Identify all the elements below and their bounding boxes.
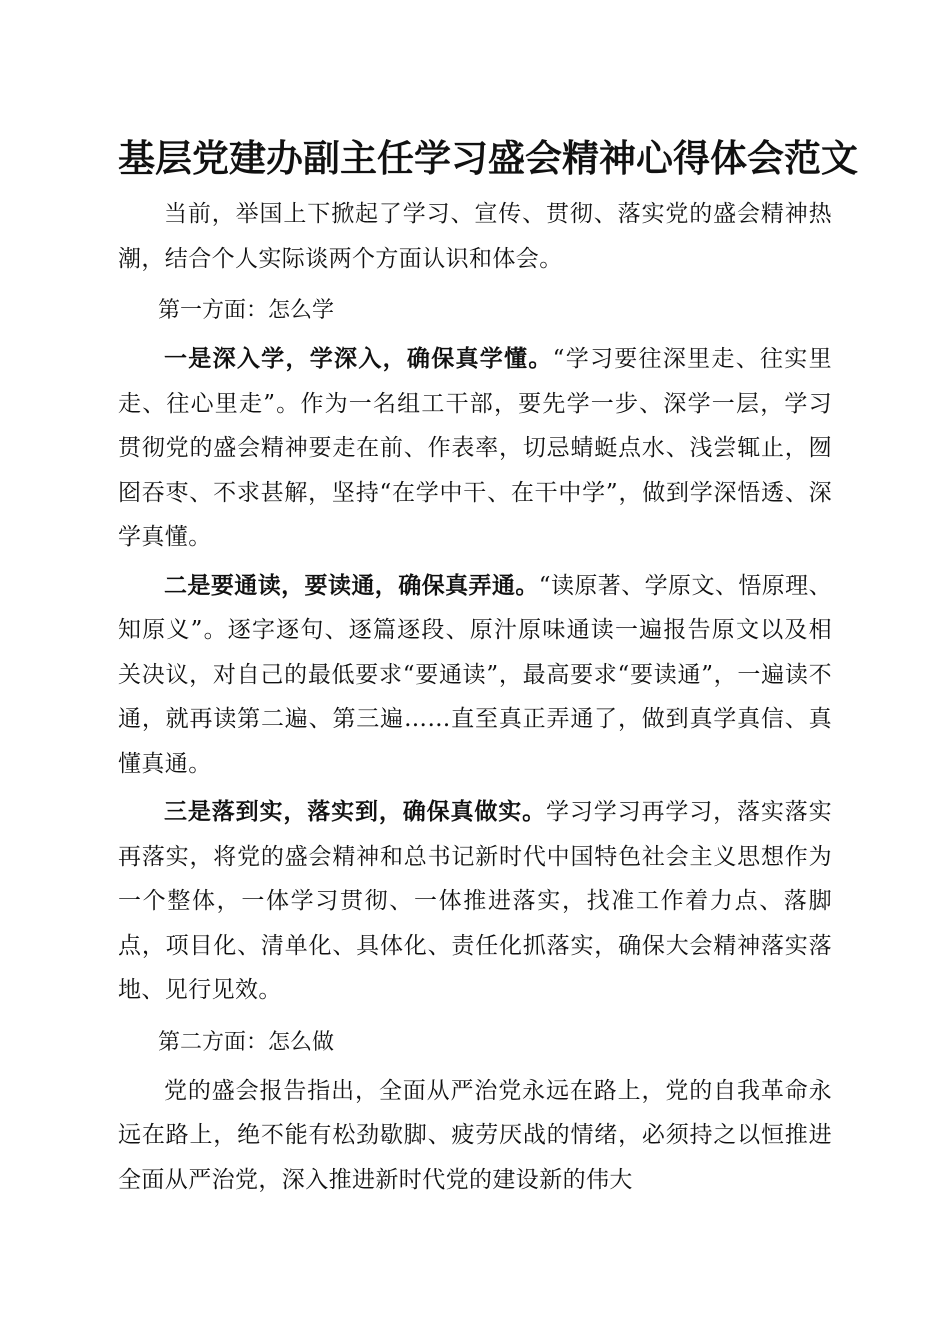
- document-title: 基层党建办副主任学习盛会精神心得体会范文: [118, 136, 858, 180]
- intro-paragraph: 当前，举国上下掀起了学习、宣传、贯彻、落实党的盛会精神热潮，结合个人实际谈两个方面认识和体会。: [118, 201, 832, 272]
- section1-item-2-body: “读原著、学原文、悟原理、知原义”。逐字逐句、逐篇逐段、原汁原味通读一遍报告原文以及相关决议，对自己的最低要求“要通读”，最高要求“要读通”，一遍读不通，就再读第二遍、第三遍……直至真正弄通了，做到真学真信、真懂真通。: [118, 572, 832, 777]
- section1-item-1-lead: 一是深入学，学深入，确保真学懂。: [164, 345, 553, 372]
- document-page: [118, 128, 858, 1202]
- section1-item-2: [118, 564, 832, 787]
- section1-item-3-lead: 三是落到实，落实到，确保真做实。: [164, 798, 546, 825]
- section2-heading: 第二方面：怎么做: [158, 1029, 335, 1055]
- section1-item-1: [118, 337, 832, 560]
- section1-item-3-body: 学习学习再学习，落实落实再落实，将党的盛会精神和总书记新时代中国特色社会主义思想作为一个整体，一体学习贯彻、一体推进落实，找准工作着力点、落脚点，项目化、清单化、具体化、责任化抓落实，确保大会精神落实落地、见行见效。: [118, 799, 832, 1003]
- section2-paragraph: 党的盛会报告指出，全面从严治党永远在路上，党的自我革命永远在路上，绝不能有松劲歇脚、疲劳厌战的情绪，必须持之以恒推进全面从严治党，深入推进新时代党的建设新的伟大: [118, 1077, 832, 1193]
- section1-heading: 第一方面：怎么学: [158, 298, 335, 323]
- section1-item-2-lead: 二是要通读，要读通，确保真弄通。: [164, 571, 539, 599]
- section1-item-1-body: “学习要往深里走、往实里走、往心里走”。作为一名组工干部，要先学一步、深学一层，学习贯彻党的盛会精神要走在前、作表率，切忌蜻蜓点水、浅尝辄止，囫囵吞枣、不求甚解，坚持“在学中干、在干中学”，做到学深悟透、深学真懂。: [118, 346, 832, 550]
- section1-item-3: [118, 790, 832, 1013]
